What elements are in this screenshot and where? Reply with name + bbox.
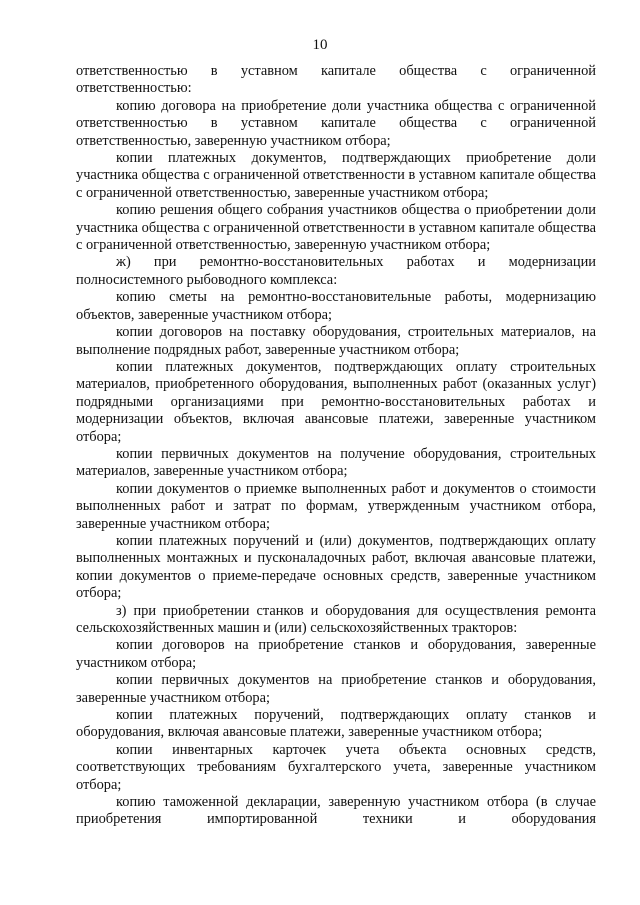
page-number: 10 bbox=[312, 37, 328, 53]
paragraph: копию решения общего собрания участников общества о приобретении доли участника общества с ограниченной ответственности в уставном капитале общества с ограниченной ответственностью, заверенную участником отбора; bbox=[76, 202, 596, 254]
paragraph: з) при приобретении станков и оборудования для осуществления ремонта сельскохозяйственных машин и (или) сельскохозяйственных тракторов: bbox=[76, 602, 596, 636]
paragraph: копии платежных поручений, подтверждающих оплату станков и оборудования, включая авансовые платежи, заверенные участником отбора; bbox=[76, 707, 596, 741]
paragraph: копию сметы на ремонтно-восстановительные работы, модернизацию объектов, заверенные участником отбора; bbox=[76, 289, 596, 323]
paragraph: копии документов о приемке выполненных работ и документов о стоимости выполненных работ и затрат по формам, утвержденным участником отбора, заверенные участником отбора; bbox=[76, 480, 596, 532]
paragraph: копии платежных поручений и (или) документов, подтверждающих оплату выполненных монтажных и пусконаладочных работ, включая авансовые платежи, копии документов о приеме-передаче основных средств, заверенные участником отбора; bbox=[76, 532, 596, 602]
paragraph: копию договора на приобретение доли участника общества с ограниченной ответственностью в уставном капитале общества с ограниченной ответственностью, заверенную участником отбора; bbox=[76, 97, 596, 149]
paragraph: копии первичных документов на получение оборудования, строительных материалов, заверенные участником отбора; bbox=[76, 445, 596, 480]
paragraph: копии договоров на поставку оборудования, строительных материалов, на выполнение подрядных работ, заверенные участником отбора; bbox=[76, 324, 596, 358]
paragraph: копии инвентарных карточек учета объекта основных средств, соответствующих требованиям бухгалтерского учета, заверенные участником отбора; bbox=[76, 741, 596, 793]
paragraph: копии платежных документов, подтверждающих оплату строительных материалов, приобретенного оборудования, выполненных работ (оказанных услуг) подрядными организациями при ремонтно-восстановительных работах и модернизации объектов, включая авансовые платежи, заверенные участником отбора; bbox=[76, 358, 596, 445]
document-body bbox=[76, 63, 596, 829]
paragraph: копии первичных документов на приобретение станков и оборудования, заверенные участником отбора; bbox=[76, 672, 596, 706]
paragraph: ответственностью в уставном капитале общества с ограниченной ответственностью: bbox=[76, 63, 596, 97]
paragraph: копии договоров на приобретение станков и оборудования, заверенные участником отбора; bbox=[76, 637, 596, 671]
paragraph: копии платежных документов, подтверждающих приобретение доли участника общества с ограниченной ответственности в уставном капитале общества с ограниченной ответственностью, заверенные участником отбора; bbox=[76, 150, 596, 201]
paragraph: ж) при ремонтно-восстановительных работах и модернизации полносистемного рыбоводного комплекса: bbox=[76, 254, 596, 288]
paragraph: копию таможенной декларации, заверенную участником отбора (в случае приобретения импортированной техники и оборудования bbox=[76, 794, 596, 828]
